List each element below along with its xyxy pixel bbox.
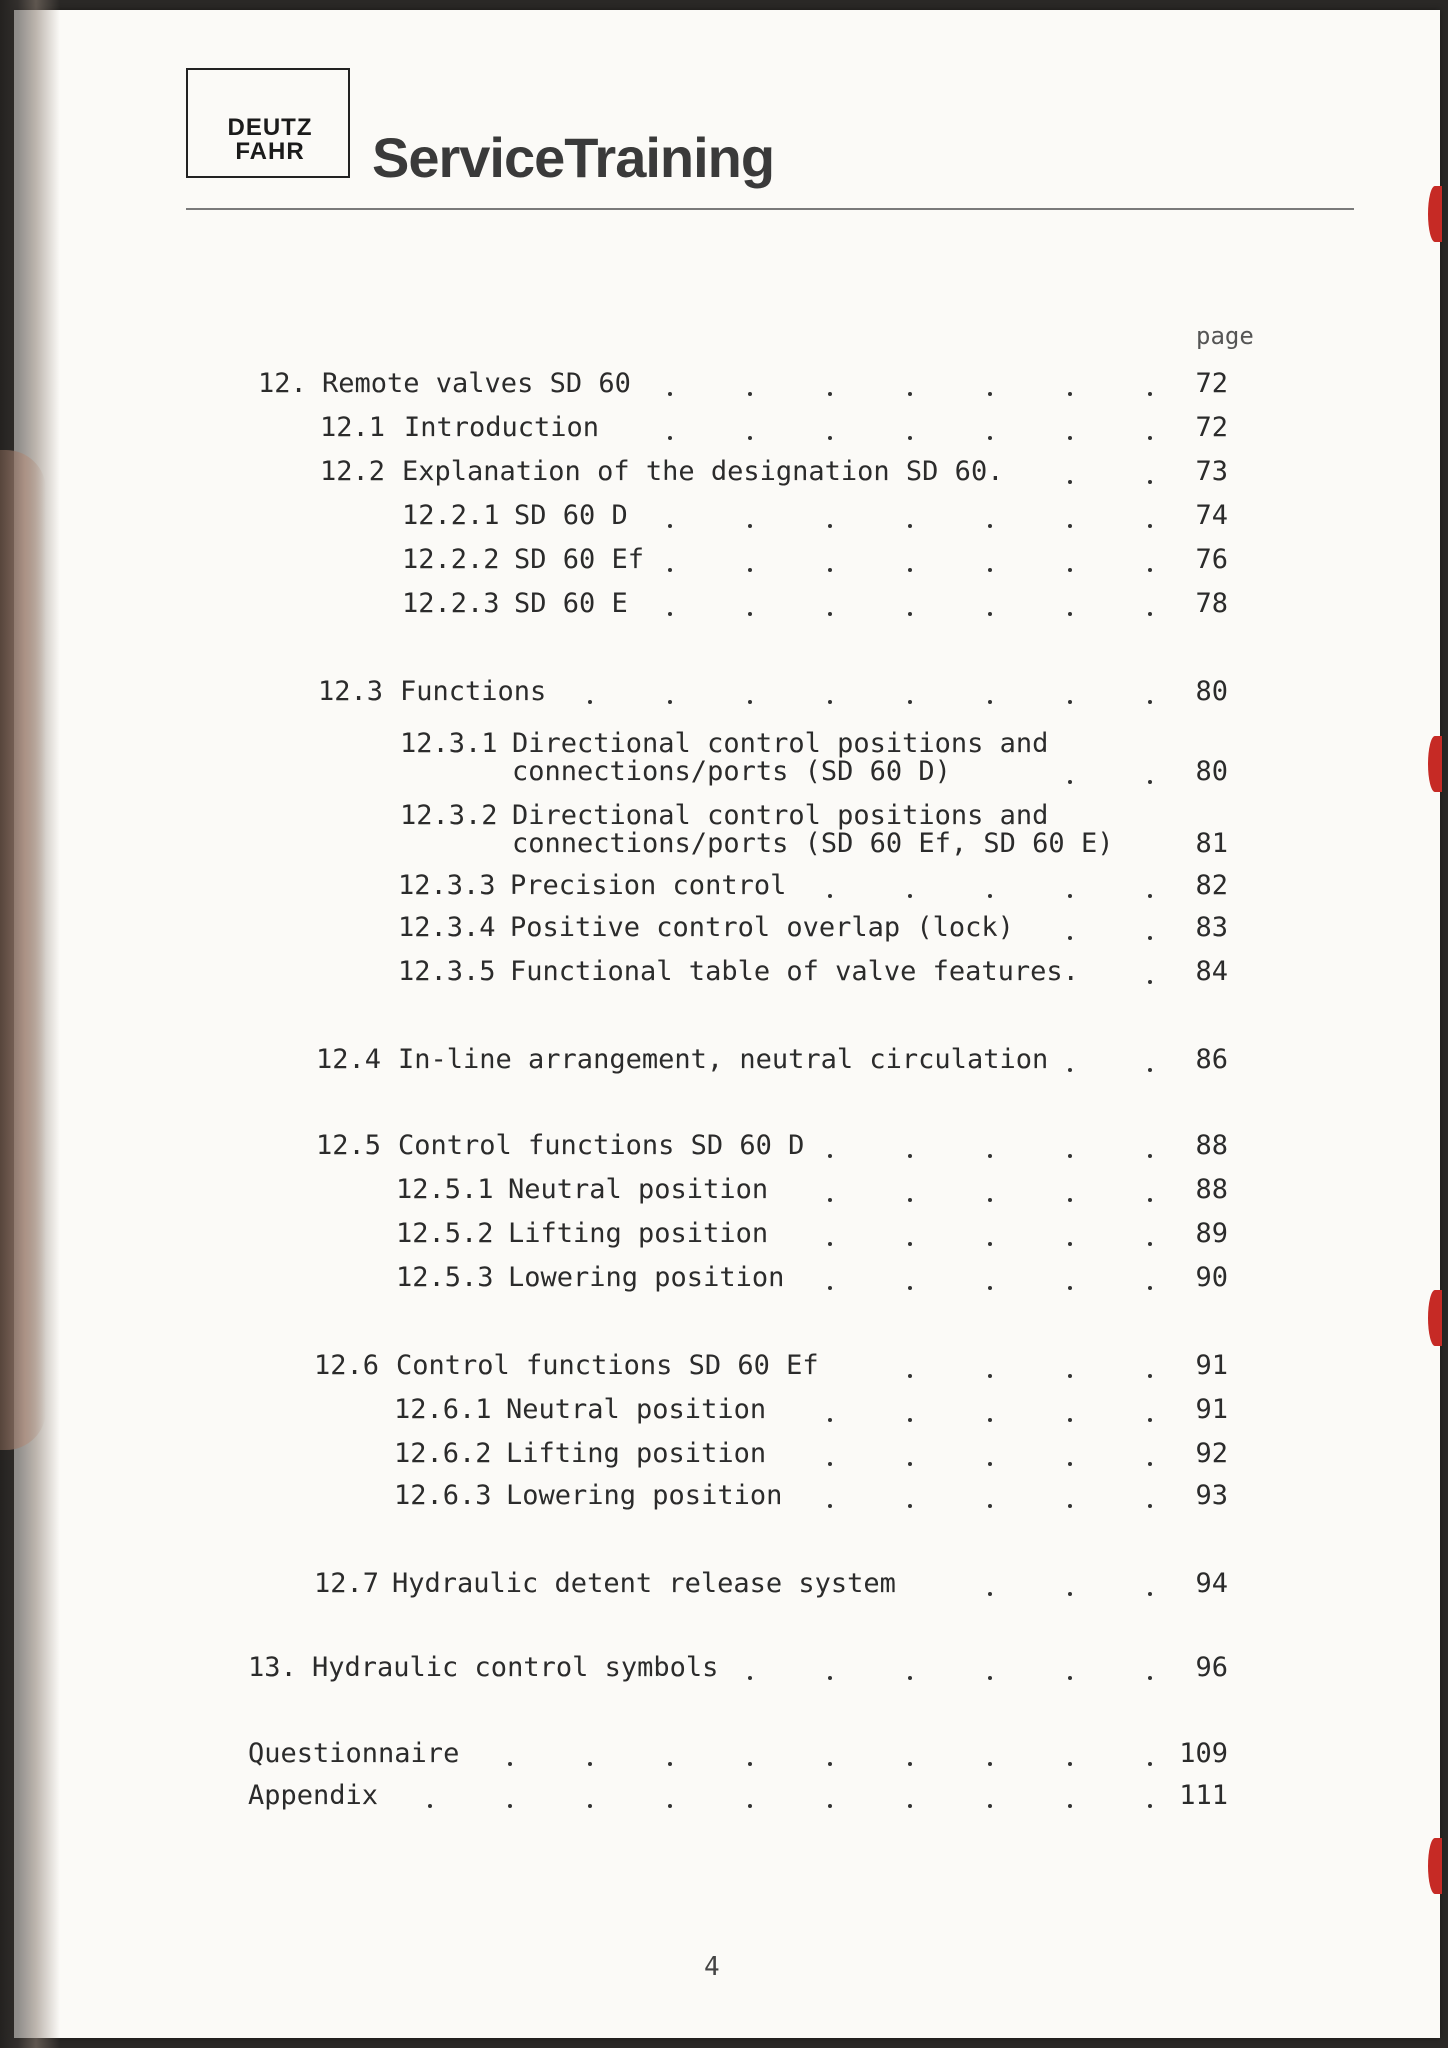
toc-entry-page: 72 xyxy=(1195,412,1228,443)
dot-leader xyxy=(0,1262,1448,1296)
toc-entry-title: Directional control positions and xyxy=(512,800,1049,831)
leader-dot xyxy=(908,1286,912,1290)
leader-dot xyxy=(988,1198,992,1202)
toc-entry xyxy=(0,1394,1448,1428)
dot-leader xyxy=(0,456,1448,490)
leader-dot xyxy=(668,1762,672,1766)
toc-entry-number: 12.5.3 xyxy=(396,1262,494,1293)
leader-dot xyxy=(748,612,752,616)
document-page xyxy=(14,10,1440,2038)
leader-dot xyxy=(828,436,832,440)
toc-entry-title: Remote valves SD 60 xyxy=(322,368,631,399)
leader-dot xyxy=(1068,1374,1072,1378)
toc-entry xyxy=(0,588,1448,622)
dot-leader xyxy=(0,1480,1448,1514)
toc-entry-number: 12.2.2 xyxy=(402,544,500,575)
leader-dot xyxy=(588,700,592,704)
toc-entry-page: 78 xyxy=(1195,588,1228,619)
toc-entry-title: Hydraulic control symbols xyxy=(312,1652,719,1683)
leader-dot xyxy=(988,524,992,528)
leader-dot xyxy=(748,1804,752,1808)
leader-dot xyxy=(988,1374,992,1378)
dot-leader xyxy=(0,912,1448,946)
leader-dot xyxy=(988,1504,992,1508)
leader-dot xyxy=(588,1804,592,1808)
toc-entry-number: 12. xyxy=(258,368,307,399)
leader-dot xyxy=(1068,780,1072,784)
toc-entry-number: 12.5.1 xyxy=(396,1174,494,1205)
toc-entry-title: Precision control xyxy=(510,870,787,901)
leader-dot xyxy=(828,1804,832,1808)
toc-entry-title-continued: connections/ports (SD 60 Ef, SD 60 E) xyxy=(512,828,1114,859)
toc-entry-title: Control functions SD 60 Ef xyxy=(396,1350,819,1381)
toc-entry-title: Appendix xyxy=(248,1780,379,1811)
leader-dot xyxy=(1068,1592,1072,1596)
leader-dot xyxy=(828,1198,832,1202)
leader-dot xyxy=(908,524,912,528)
toc-entry-page: 74 xyxy=(1195,500,1228,531)
leader-dot xyxy=(748,436,752,440)
leader-dot xyxy=(988,436,992,440)
logo-line-1: DEUTZ xyxy=(227,114,313,141)
deutz-fahr-logo xyxy=(186,68,350,178)
leader-dot xyxy=(908,894,912,898)
dot-leader xyxy=(0,412,1448,446)
leader-dot xyxy=(668,392,672,396)
leader-dot xyxy=(668,568,672,572)
toc-entry xyxy=(0,870,1448,904)
toc-entry xyxy=(0,1568,1448,1602)
toc-entry-page: 84 xyxy=(1195,956,1228,987)
red-tab-marker xyxy=(1428,1290,1442,1346)
toc-entry-page: 76 xyxy=(1195,544,1228,575)
logo-line-2: FAHR xyxy=(235,138,305,165)
toc-entry xyxy=(0,1044,1448,1078)
toc-entry xyxy=(0,1438,1448,1472)
dot-leader xyxy=(0,1130,1448,1164)
toc-entry-number: 12.6 xyxy=(314,1350,380,1381)
toc-entry-title: Lifting position xyxy=(506,1438,767,1469)
toc-entry-title: Control functions SD 60 D xyxy=(398,1130,805,1161)
leader-dot xyxy=(508,1804,512,1808)
toc-entry-page: 82 xyxy=(1195,870,1228,901)
leader-dot xyxy=(828,1286,832,1290)
leader-dot xyxy=(908,1198,912,1202)
toc-entry-title: SD 60 D xyxy=(514,500,628,531)
toc-entry-page: 88 xyxy=(1195,1130,1228,1161)
leader-dot xyxy=(1068,392,1072,396)
leader-dot xyxy=(828,568,832,572)
toc-entry-page: 96 xyxy=(1195,1652,1228,1683)
leader-dot xyxy=(908,1504,912,1508)
toc-entry-title: Functions xyxy=(400,676,547,707)
dot-leader xyxy=(0,500,1448,534)
leader-dot xyxy=(1068,894,1072,898)
leader-dot xyxy=(908,392,912,396)
toc-entry xyxy=(0,1350,1448,1384)
leader-dot xyxy=(908,1804,912,1808)
toc-entry xyxy=(0,1480,1448,1514)
toc-entry-page: 88 xyxy=(1195,1174,1228,1205)
toc-entry-title: Neutral position xyxy=(506,1394,767,1425)
toc-entry-title: Positive control overlap (lock) xyxy=(510,912,1014,943)
dot-leader xyxy=(0,1738,1448,1772)
dot-leader xyxy=(0,1350,1448,1384)
leader-dot xyxy=(1068,1804,1072,1808)
leader-dot xyxy=(1068,700,1072,704)
dot-leader xyxy=(0,676,1448,710)
dot-leader xyxy=(0,368,1448,402)
toc-entry-number: 12.6.2 xyxy=(394,1438,492,1469)
toc-entry-title: Neutral position xyxy=(508,1174,769,1205)
toc-entry-page: 86 xyxy=(1195,1044,1228,1075)
toc-entry-number: 12.5 xyxy=(316,1130,382,1161)
leader-dot xyxy=(828,1762,832,1766)
leader-dot xyxy=(828,1418,832,1422)
page-column-header: page xyxy=(1196,322,1254,350)
toc-entry-page: 81 xyxy=(1195,828,1228,859)
leader-dot xyxy=(988,1592,992,1596)
toc-entry-title: Hydraulic detent release system xyxy=(392,1568,896,1599)
leader-dot xyxy=(748,568,752,572)
toc-entry xyxy=(0,1262,1448,1296)
toc-entry-title: Explanation of the designation SD 60. xyxy=(402,456,1004,487)
toc-entry-title: Directional control positions and xyxy=(512,728,1049,759)
dot-leader xyxy=(0,870,1448,904)
toc-entry xyxy=(0,1218,1448,1252)
dot-leader xyxy=(0,956,1448,990)
toc-entry-number: 13. xyxy=(248,1652,297,1683)
leader-dot xyxy=(828,1676,832,1680)
dot-leader xyxy=(0,1780,1448,1814)
leader-dot xyxy=(988,1676,992,1680)
toc-entry-number: 12.2.1 xyxy=(402,500,500,531)
toc-entry xyxy=(0,544,1448,578)
leader-dot xyxy=(1068,1676,1072,1680)
toc-entry xyxy=(0,800,1448,859)
toc-entry-number: 12.4 xyxy=(316,1044,382,1075)
leader-dot xyxy=(988,1286,992,1290)
leader-dot xyxy=(908,1374,912,1378)
toc-entry-page: 72 xyxy=(1195,368,1228,399)
toc-entry-number: 12.3.3 xyxy=(398,870,496,901)
toc-entry-number: 12.3.1 xyxy=(400,728,498,759)
leader-dot xyxy=(828,612,832,616)
leader-dot xyxy=(988,568,992,572)
leader-dot xyxy=(1068,480,1072,484)
leader-dot xyxy=(1068,1504,1072,1508)
toc-entry xyxy=(0,412,1448,446)
leader-dot xyxy=(828,1242,832,1246)
leader-dot xyxy=(988,700,992,704)
toc-entry xyxy=(0,1780,1448,1814)
toc-entry-number: 12.2.3 xyxy=(402,588,500,619)
toc-entry xyxy=(0,956,1448,990)
leader-dot xyxy=(828,1462,832,1466)
dot-leader xyxy=(0,544,1448,578)
header-rule xyxy=(186,208,1354,210)
leader-dot xyxy=(908,1418,912,1422)
toc-entry-page: 94 xyxy=(1195,1568,1228,1599)
toc-entry xyxy=(0,1652,1448,1686)
leader-dot xyxy=(988,1762,992,1766)
leader-dot xyxy=(908,612,912,616)
toc-entry xyxy=(0,500,1448,534)
leader-dot xyxy=(1068,568,1072,572)
toc-entry-page: 83 xyxy=(1195,912,1228,943)
dot-leader xyxy=(0,1568,1448,1602)
toc-entry-page: 93 xyxy=(1195,1480,1228,1511)
leader-dot xyxy=(988,612,992,616)
leader-dot xyxy=(988,1418,992,1422)
toc-entry-number: 12.3.5 xyxy=(398,956,496,987)
toc-entry-number: 12.3 xyxy=(318,676,384,707)
toc-entry-number: 12.6.3 xyxy=(394,1480,492,1511)
leader-dot xyxy=(988,1242,992,1246)
toc-entry-title: Questionnaire xyxy=(248,1738,460,1769)
toc-entry-title: In-line arrangement, neutral circulation xyxy=(398,1044,1049,1075)
toc-entry-title: Lifting position xyxy=(508,1218,769,1249)
dot-leader xyxy=(0,1652,1448,1686)
leader-dot xyxy=(508,1762,512,1766)
dot-leader xyxy=(0,1218,1448,1252)
leader-dot xyxy=(988,1154,992,1158)
leader-dot xyxy=(668,436,672,440)
toc-entry xyxy=(0,676,1448,710)
leader-dot xyxy=(1068,1198,1072,1202)
toc-entry-page: 90 xyxy=(1195,1262,1228,1293)
leader-dot xyxy=(908,1462,912,1466)
toc-entry-number: 12.1 xyxy=(320,412,386,443)
toc-entry xyxy=(0,368,1448,402)
leader-dot xyxy=(668,700,672,704)
toc-entry-title: Functional table of valve features. xyxy=(510,956,1079,987)
toc-entry-number: 12.5.2 xyxy=(396,1218,494,1249)
toc-entry-title-continued: connections/ports (SD 60 D) xyxy=(512,756,951,787)
toc-entry-page: 80 xyxy=(1195,676,1228,707)
leader-dot xyxy=(988,392,992,396)
leader-dot xyxy=(1068,1286,1072,1290)
red-tab-marker xyxy=(1428,1838,1442,1894)
toc-entry-number: 12.7 xyxy=(314,1568,380,1599)
leader-dot xyxy=(828,392,832,396)
leader-dot xyxy=(668,524,672,528)
leader-dot xyxy=(1068,524,1072,528)
leader-dot xyxy=(988,1804,992,1808)
dot-leader xyxy=(0,1394,1448,1428)
leader-dot xyxy=(1068,1242,1072,1246)
leader-dot xyxy=(748,524,752,528)
leader-dot xyxy=(988,894,992,898)
leader-dot xyxy=(828,1504,832,1508)
dot-leader xyxy=(0,1438,1448,1472)
dot-leader xyxy=(0,1044,1448,1078)
leader-dot xyxy=(908,568,912,572)
leader-dot xyxy=(588,1762,592,1766)
leader-dot xyxy=(1068,1068,1072,1072)
leader-dot xyxy=(828,1154,832,1158)
leader-dot xyxy=(1068,1762,1072,1766)
toc-entry-number: 12.3.2 xyxy=(400,800,498,831)
toc-entry-page: 89 xyxy=(1195,1218,1228,1249)
leader-dot xyxy=(428,1804,432,1808)
leader-dot xyxy=(668,612,672,616)
toc-entry xyxy=(0,1174,1448,1208)
toc-entry-page: 91 xyxy=(1195,1394,1228,1425)
toc-entry xyxy=(0,456,1448,490)
leader-dot xyxy=(748,1762,752,1766)
leader-dot xyxy=(748,1676,752,1680)
leader-dot xyxy=(908,1242,912,1246)
leader-dot xyxy=(908,700,912,704)
toc-entry xyxy=(0,1130,1448,1164)
toc-entry-number: 12.2 xyxy=(320,456,386,487)
dot-leader xyxy=(0,756,1448,790)
toc-entry-page: 91 xyxy=(1195,1350,1228,1381)
dot-leader xyxy=(0,1174,1448,1208)
leader-dot xyxy=(1068,436,1072,440)
brand-title: ServiceTraining xyxy=(372,126,775,189)
toc-entry-number: 12.6.1 xyxy=(394,1394,492,1425)
leader-dot xyxy=(1068,1418,1072,1422)
leader-dot xyxy=(908,436,912,440)
leader-dot xyxy=(828,524,832,528)
leader-dot xyxy=(828,700,832,704)
toc-entry-number: 12.3.4 xyxy=(398,912,496,943)
toc-entry-title: Introduction xyxy=(404,412,600,443)
toc-entry-page: 111 xyxy=(1179,1780,1228,1811)
toc-entry-title: Lowering position xyxy=(506,1480,783,1511)
leader-dot xyxy=(988,1462,992,1466)
leader-dot xyxy=(908,1762,912,1766)
toc-entry-title: SD 60 Ef xyxy=(514,544,645,575)
leader-dot xyxy=(748,700,752,704)
toc-entry-page: 92 xyxy=(1195,1438,1228,1469)
toc-entry xyxy=(0,1738,1448,1772)
leader-dot xyxy=(908,1676,912,1680)
toc-entry-title: Lowering position xyxy=(508,1262,785,1293)
toc-entry-title: SD 60 E xyxy=(514,588,628,619)
leader-dot xyxy=(748,392,752,396)
leader-dot xyxy=(908,1154,912,1158)
dot-leader xyxy=(0,588,1448,622)
leader-dot xyxy=(1068,1154,1072,1158)
leader-dot xyxy=(1068,936,1072,940)
footer-page-number: 4 xyxy=(704,1952,720,1982)
toc-entry-page: 80 xyxy=(1195,756,1228,787)
leader-dot xyxy=(1068,1462,1072,1466)
toc-entry xyxy=(0,912,1448,946)
leader-dot xyxy=(828,894,832,898)
toc-entry xyxy=(0,728,1448,787)
toc-entry-page: 73 xyxy=(1195,456,1228,487)
red-tab-marker xyxy=(1428,186,1442,242)
toc-entry-page: 109 xyxy=(1179,1738,1228,1769)
leader-dot xyxy=(668,1804,672,1808)
leader-dot xyxy=(1068,612,1072,616)
